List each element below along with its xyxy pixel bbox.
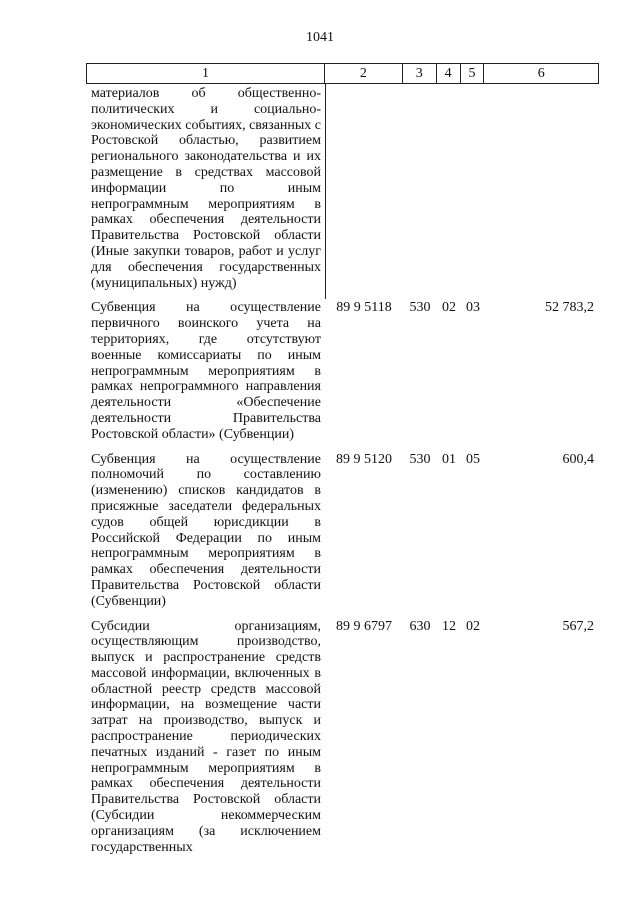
row-pr: 03: [466, 300, 480, 316]
table-row: [86, 619, 599, 856]
row-code: 89 9 5120: [336, 451, 392, 467]
row-rz: 12: [442, 618, 456, 634]
row-amount: 600,4: [562, 451, 594, 467]
table-header: [86, 63, 599, 84]
table-row: [86, 300, 599, 442]
row-description: Субвенция на осуществление первичного воинского учета на территориях, где отсутствуют военные комиссариаты по иным непрограммным мероприятиям в рамках непрограммного направления деятельности «Обеспечение деятельности Правительства Ростовской области» (Субвенции): [91, 300, 321, 442]
row-amount: 567,2: [562, 618, 594, 634]
row-code: 89 9 6797: [336, 618, 392, 634]
row-description: Субвенция на осуществление полномочий по составлению (изменению) списков кандидатов в присяжные заседатели федеральных судов общей юрисдикции в Российской Федерации по иным непрограммным мероприятиям в рамках обеспечения деятельности Правительства Ростовской области (Субвенции): [91, 451, 321, 609]
row-code: 89 9 5118: [336, 300, 392, 316]
header-col-2: 2: [325, 64, 403, 83]
header-col-3: 3: [403, 64, 437, 83]
header-col-4: 4: [437, 64, 461, 83]
header-col-1: 1: [87, 64, 325, 83]
header-col-6: 6: [537, 65, 545, 81]
table-row: [86, 86, 599, 291]
header-col-5: 5: [461, 64, 485, 83]
row-vr: 530: [409, 300, 431, 316]
page-number: 1041: [306, 30, 334, 45]
row-description: Субсидии организациям, осуществляющим производство, выпуск и распространение средств массовой информации, включенных в областной реестр средств массовой информации, на возмещение части затрат на производство, выпуск и распространение периодических печатных изданий - газет по иным непрограммным мероприятиям в рамках обеспечения деятельности Правительства Ростовской области (Субсидии некоммерческим организациям (за исключением государственных: [91, 618, 321, 855]
table-row: [86, 452, 599, 610]
row-vr: 630: [409, 618, 431, 634]
row-rz: 01: [442, 451, 456, 467]
row-pr: 05: [466, 451, 480, 467]
row-description: материалов об общественно-политических и социально-экономических событиях, связанных с Ростовской областью, развитием регионального законодательства и их размещение в средствах массовой информации по иным непрограммным мероприятиям в рамках обеспечения деятельности Правительства Ростовской области (Иные закупки товаров, работ и услуг для обеспечения государственных (муниципальных) нужд): [91, 86, 322, 291]
row-pr: 02: [466, 618, 480, 634]
row-amount: 52 783,2: [545, 300, 594, 316]
row-vr: 530: [409, 451, 431, 467]
row-rz: 02: [442, 300, 456, 316]
table-body: [86, 86, 599, 864]
